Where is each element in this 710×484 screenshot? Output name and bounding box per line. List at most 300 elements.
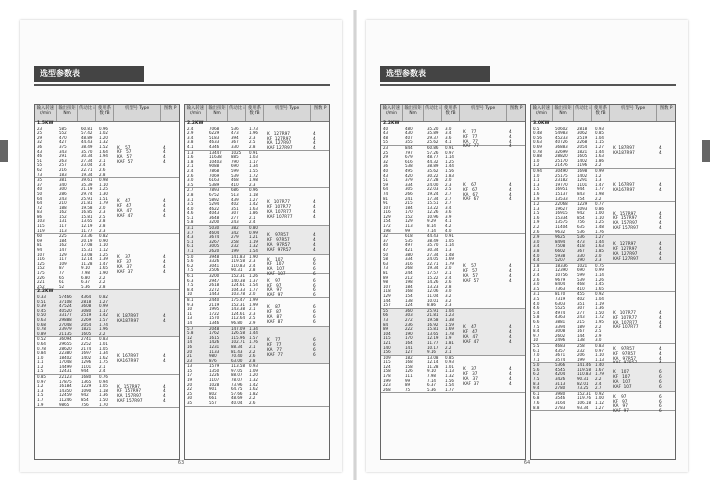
table-cell: 2.3: [249, 135, 256, 140]
table-cell: 616: [405, 159, 413, 164]
table-cell: 138: [577, 338, 585, 343]
table-cell: 0.51: [37, 299, 46, 304]
block-rows: [185, 188, 329, 225]
table-cell: 43: [37, 149, 43, 154]
table-cell: 152.31: [577, 391, 591, 396]
table-cell: 1.13: [445, 369, 454, 374]
table-cell: 5.6: [533, 367, 540, 372]
table-cell: 19.58: [427, 317, 439, 322]
table-cell: 3.2: [445, 293, 452, 298]
table-cell: 6.37: [81, 280, 90, 285]
table-cell: 2.6: [533, 277, 540, 282]
table-cell: 3.4: [445, 131, 452, 136]
table-cell: 29655: [59, 341, 72, 346]
table-cell: 23182: [555, 178, 568, 183]
table-cell: 1821: [577, 149, 588, 154]
table-cell: 81: [383, 271, 389, 275]
table-cell: 13447: [209, 150, 222, 155]
table-cell: 1.79: [595, 372, 604, 377]
table-cell: 62: [37, 167, 43, 172]
table-cell: 754: [577, 196, 585, 201]
table-cell: 495: [405, 168, 413, 173]
table-cell: 90.31: [231, 268, 243, 273]
table-cell: 1821: [81, 327, 92, 332]
table-cell: 1.73: [249, 126, 258, 131]
table-cell: 8.14: [427, 224, 436, 229]
table-cell: 17: [187, 373, 193, 378]
table-cell: 0.45: [37, 308, 46, 313]
table-cell: 1.8: [533, 263, 540, 268]
table-cell: 3546: [555, 396, 566, 401]
table-cell: 13: [187, 364, 193, 369]
figure-number: 4 4 4 4: [163, 144, 166, 165]
table-cell: 1.7: [37, 398, 44, 403]
table-cell: 118: [383, 289, 391, 294]
table-cell: 1.63: [595, 244, 604, 249]
table-cell: 1.38: [445, 317, 454, 322]
table-cell: 33177: [59, 313, 72, 318]
table-cell: 279: [231, 235, 239, 240]
table-cell: 455: [577, 292, 585, 297]
table-cell: 380: [405, 252, 413, 257]
table-cell: 6.37: [427, 383, 436, 388]
table-cell: 2602: [555, 333, 566, 338]
table-cell: 4.3: [187, 235, 194, 240]
table-cell: 81: [37, 243, 43, 248]
table-cell: 1.63: [595, 154, 604, 159]
table-cell: 1.90: [249, 254, 258, 259]
table-cell: 60.86: [427, 145, 439, 150]
table-cell: 535: [405, 238, 413, 243]
table-cell: 1.51: [99, 196, 108, 201]
table-cell: 103: [37, 219, 45, 224]
table-cell: 143.38: [231, 307, 245, 312]
figure-number: 4 4: [659, 144, 662, 155]
table-cell: 1.04: [595, 135, 604, 140]
table-cell: 351: [231, 206, 239, 211]
machine-type: K 37 KF 37 KA 37 KAF 37: [463, 366, 479, 386]
table-cell: 116: [383, 210, 391, 215]
table-cell: 152: [59, 214, 67, 219]
table-cell: 152.31: [231, 274, 245, 278]
table-cell: 268: [405, 266, 413, 271]
table-cell: 36094: [59, 337, 72, 342]
header-col3: 传动比 i: [574, 105, 592, 121]
header-col4: 使用系数 fB: [592, 105, 610, 121]
table-cell: 1.36: [99, 393, 108, 398]
table-cell: 12.19: [81, 224, 93, 229]
table-cell: 1.1: [533, 178, 540, 183]
table-cell: 1.9: [533, 196, 540, 201]
machine-type: K 157R97 KF 157R97 KA 157R97 KAF 157R97: [613, 210, 639, 230]
table-cell: 9.4: [533, 386, 540, 391]
table-cell: 2440: [209, 297, 220, 302]
table-cell: 27.28: [427, 178, 439, 183]
table-cell: 360: [405, 308, 413, 313]
data-block: [381, 309, 525, 356]
table-cell: 1.34: [99, 351, 108, 356]
table-cell: 1.54: [249, 249, 258, 254]
book-gutter: [353, 10, 357, 480]
table-cell: 2.4: [249, 220, 256, 225]
table-cell: 154: [405, 293, 413, 298]
table-row: [531, 287, 675, 292]
table-cell: 64: [37, 196, 43, 201]
table-cell: 1231: [209, 344, 220, 349]
table-cell: 690: [231, 164, 239, 169]
data-block: [185, 226, 329, 255]
table-cell: 2.3: [99, 228, 106, 233]
table-cell: 1697: [81, 351, 92, 356]
table-cell: 9625: [555, 235, 566, 240]
figure-number: 4 4 4 4: [313, 232, 316, 252]
table-cell: 2119: [209, 302, 220, 307]
table-cell: 2.8: [99, 172, 106, 177]
table-cell: 1.56: [445, 378, 454, 383]
power-rating: 2.2KW: [187, 121, 204, 126]
table-cell: 21.19: [81, 187, 93, 192]
table-cell: 1.44: [595, 149, 604, 154]
block-rows: [35, 127, 179, 178]
table-cell: 1995: [209, 307, 220, 312]
table-cell: 14: [187, 320, 193, 325]
table-cell: 0.78: [533, 149, 542, 154]
table-cell: 307: [231, 211, 239, 216]
table-cell: 1.96: [99, 327, 108, 332]
table-cell: 25170: [555, 158, 568, 163]
table-cell: 14: [187, 340, 193, 345]
table-cell: 40: [383, 126, 389, 131]
table-cell: 439: [231, 197, 239, 202]
table-cell: 3674: [209, 235, 220, 240]
table-cell: 199: [577, 357, 585, 362]
figure-number: 4 4 4 4: [163, 383, 166, 403]
table-cell: 25175: [555, 173, 568, 178]
table-cell: 28620: [59, 346, 72, 351]
data-block: [185, 364, 329, 406]
table-cell: 802: [209, 391, 217, 396]
selection-table: [380, 104, 676, 462]
table-cell: 4.2: [445, 224, 452, 229]
table-cell: 1402: [577, 158, 588, 163]
table-cell: 1291: [577, 178, 588, 183]
table-cell: 156: [383, 350, 391, 355]
table-cell: 22.71: [427, 261, 439, 266]
table-cell: 4.1: [187, 144, 194, 149]
table-cell: 480: [405, 126, 413, 131]
block-rows: [531, 392, 675, 410]
header-col6: 图数 P: [509, 106, 523, 111]
table-cell: 167: [577, 329, 585, 334]
table-cell: 0.91: [445, 234, 454, 239]
data-block: [185, 327, 329, 365]
table-cell: 30.34: [81, 154, 93, 159]
table-cell: 158: [383, 369, 391, 374]
table-cell: 9632: [555, 229, 566, 234]
machine-type: K 87 KF 87 KA 87 KAF 87: [267, 304, 283, 324]
table-cell: 402: [231, 202, 239, 207]
table-cell: 2.2: [595, 163, 602, 168]
table-cell: 5366: [555, 363, 566, 368]
table-cell: 35.70: [427, 243, 439, 248]
table-cell: 0.85: [445, 355, 454, 360]
table-cell: 0.76: [99, 375, 108, 380]
table-cell: 3164: [555, 401, 566, 406]
table-cell: 618: [405, 234, 413, 239]
table-cell: 141.46: [577, 363, 591, 368]
header-col4: 使用系数 fB: [246, 105, 264, 121]
table-cell: 44.43: [81, 140, 93, 145]
table-cell: 6602: [555, 249, 566, 254]
table-cell: 2506: [209, 268, 220, 273]
table-cell: 40.04: [231, 401, 243, 406]
table-cell: 1.00: [595, 396, 604, 401]
table-cell: 6752: [209, 192, 220, 197]
table-cell: 2.3: [249, 182, 256, 187]
block-rows: [35, 295, 179, 336]
table-cell: 5.8: [533, 315, 540, 320]
table-cell: 5389: [209, 182, 220, 187]
table-cell: 1.85: [595, 249, 604, 254]
table-cell: 4.1: [445, 219, 452, 224]
table-cell: 1.64: [99, 149, 108, 154]
table-cell: 844: [405, 145, 413, 150]
table-cell: 0.85: [37, 375, 46, 380]
machine-type: K 37 KF 37 KA 37 KAF 37: [117, 254, 133, 274]
table-cell: 48.77: [427, 155, 439, 160]
table-cell: 19: [187, 378, 193, 383]
table-cell: 557: [209, 401, 217, 406]
table-cell: 303: [405, 313, 413, 318]
block-rows: [531, 344, 675, 362]
table-cell: 1.5: [533, 187, 540, 192]
machine-type: K 57 KF 57 KA 57 KAF 57: [117, 144, 133, 165]
table-cell: 1.26: [595, 277, 604, 282]
table-cell: 1.32: [99, 140, 108, 145]
table-cell: 15.81: [427, 327, 439, 332]
table-cell: 184: [59, 238, 67, 243]
table-cell: 89: [383, 275, 389, 280]
table-cell: 183: [59, 172, 67, 177]
table-cell: 11: [187, 311, 193, 316]
table-cell: 243: [59, 196, 67, 201]
block-rows: [381, 234, 525, 308]
table-cell: 2.5: [445, 187, 452, 192]
table-cell: 168: [405, 289, 413, 294]
table-cell: 2.3: [595, 258, 602, 263]
table-cell: 1.36: [595, 306, 604, 311]
table-cell: 381: [59, 178, 67, 183]
table-cell: 64: [383, 187, 389, 192]
table-cell: 55: [383, 308, 389, 313]
data-block: [381, 234, 525, 309]
table-cell: 5525: [555, 306, 566, 311]
table-cell: 3080: [81, 308, 92, 313]
table-cell: 1.3: [533, 206, 540, 211]
table-cell: 35.39: [81, 182, 93, 187]
table-cell: 131: [59, 219, 67, 224]
table-cell: 1.72: [595, 315, 604, 320]
table-cell: 7069: [209, 173, 220, 178]
table-cell: 6163: [209, 178, 220, 183]
table-cell: 21135: [59, 331, 72, 336]
table-cell: 99: [405, 378, 411, 383]
data-block: [531, 122, 675, 169]
table-cell: 93.34: [577, 405, 589, 410]
table-cell: 1.86: [595, 158, 604, 163]
table-cell: 2.2: [99, 280, 106, 285]
block-rows: [185, 255, 329, 273]
table-cell: 243: [577, 315, 585, 320]
table-cell: 21: [187, 354, 193, 359]
figure-number: 4 4 4 4: [313, 199, 316, 219]
table-cell: 340: [59, 182, 67, 187]
table-cell: 1.12: [99, 248, 108, 253]
table-cell: 64.75: [231, 387, 243, 392]
table-cell: 4346: [209, 144, 220, 149]
table-cell: 30490: [555, 168, 568, 173]
table-cell: 1.77: [249, 287, 258, 292]
table-cell: 32: [383, 234, 389, 239]
table-cell: 790: [231, 159, 239, 164]
machine-type: K 77 KF 77 KA 77 KAF 77: [267, 337, 283, 357]
table-cell: 379: [405, 178, 413, 183]
figure-number: 4 4 4: [659, 345, 662, 361]
table-cell: 1.34: [249, 164, 258, 169]
table-cell: 1226: [209, 373, 220, 378]
table-cell: 210: [59, 201, 67, 206]
header-col1: 输入转速 r/min: [531, 105, 553, 121]
table-cell: 1.74: [99, 322, 108, 327]
table-cell: 9.16: [427, 350, 436, 355]
table-cell: 1.27: [99, 299, 108, 304]
table-cell: 2054: [81, 322, 92, 327]
data-block: [381, 146, 525, 234]
table-cell: 473: [231, 131, 239, 136]
table-cell: 8.86: [427, 303, 436, 308]
table-cell: 36883: [555, 144, 568, 149]
table-cell: 12.26: [427, 210, 439, 215]
table-cell: 6.1: [187, 274, 194, 278]
table-cell: 290: [577, 258, 585, 263]
table-cell: 599: [231, 168, 239, 173]
table-cell: 1.09: [249, 368, 258, 373]
table-cell: 7.6: [533, 401, 540, 406]
table-cell: 1.5: [37, 369, 44, 374]
table-cell: 4.1: [445, 140, 452, 145]
table-cell: 1.01: [99, 341, 108, 346]
table-cell: 23.04: [81, 163, 93, 168]
table-cell: 115: [383, 336, 391, 341]
table-cell: 15.22: [427, 275, 439, 280]
table-cell: 7.5: [533, 324, 540, 329]
table-cell: 330: [231, 144, 239, 149]
table-cell: 7.0: [533, 353, 540, 358]
table-cell: 6229: [209, 131, 220, 136]
machine-type: K 107 KF 107 KA 107 KAF 107: [267, 256, 286, 277]
table-cell: 104.33: [231, 287, 245, 292]
machine-type: K 107 KF 107 KA 107 KAF 107: [613, 369, 632, 389]
table-cell: 91: [383, 201, 389, 206]
table-cell: 4364: [81, 294, 92, 299]
table-cell: 6.8: [533, 396, 540, 401]
table-cell: 115.96: [231, 335, 245, 340]
table-cell: 538: [405, 164, 413, 169]
table-cell: 24.00: [427, 182, 439, 187]
table-cell: 241: [405, 196, 413, 201]
table-cell: 6.2: [187, 263, 194, 268]
table-cell: 198: [405, 280, 413, 285]
table-cell: 2.8: [99, 284, 106, 289]
table-cell: 5.5: [533, 343, 540, 348]
table-cell: 1346: [209, 320, 220, 325]
table-cell: 1443: [209, 292, 220, 297]
table-cell: 3.0: [533, 239, 540, 244]
table-cell: 147: [59, 248, 67, 253]
table-cell: 126: [405, 369, 413, 374]
table-cell: 50: [37, 191, 43, 196]
table-cell: 536: [577, 229, 585, 234]
table-cell: 236: [405, 322, 413, 327]
table-cell: 107: [383, 284, 391, 289]
table-cell: 25.62: [427, 140, 439, 145]
table-cell: 64: [37, 201, 43, 206]
table-cell: 0.98: [99, 178, 108, 183]
table-cell: 89: [383, 327, 389, 332]
table-cell: 473: [577, 239, 585, 244]
title-rule: [380, 84, 676, 86]
block-rows: [531, 169, 675, 201]
table-cell: 9088: [209, 164, 220, 169]
table-cell: 2818: [577, 126, 588, 131]
table-cell: 57466: [59, 294, 72, 299]
data-block: [35, 122, 179, 178]
table-row: [185, 268, 329, 273]
table-cell: 286: [59, 191, 67, 196]
table-cell: 0.99: [595, 268, 604, 273]
table-cell: 1.9: [445, 336, 452, 341]
table-cell: 2.3: [99, 210, 106, 215]
table-cell: 4.4: [533, 258, 540, 263]
table-cell: 216: [59, 167, 67, 172]
table-cell: 0.99: [99, 304, 108, 309]
figure-number: 4 4 4 4: [313, 130, 316, 151]
table-cell: 1.99: [249, 302, 258, 307]
table-cell: 7.5: [533, 377, 540, 382]
data-block: [531, 391, 675, 414]
table-cell: 172: [383, 224, 391, 229]
table-cell: 3608: [81, 304, 92, 309]
table-cell: 178: [383, 374, 391, 379]
table-cell: 25: [187, 391, 193, 396]
table-cell: 10.17: [427, 345, 439, 350]
table-cell: 121: [383, 340, 391, 345]
table-cell: 11404: [555, 225, 568, 230]
table-cell: 77: [59, 271, 65, 275]
table-cell: 1698: [577, 168, 588, 173]
table-cell: 421: [405, 248, 413, 253]
table-cell: 15.51: [427, 201, 439, 206]
side-tab-left: [0, 140, 8, 162]
table-cell: 74: [383, 191, 389, 196]
table-cell: 7068: [209, 126, 220, 131]
table-cell: 215: [577, 319, 585, 324]
table-cell: 2.0: [99, 205, 106, 210]
header-col5: 机型号 Type: [610, 105, 657, 121]
table-cell: 13.23: [427, 284, 439, 289]
table-cell: 0.63: [37, 317, 46, 322]
block-rows: [185, 127, 329, 150]
